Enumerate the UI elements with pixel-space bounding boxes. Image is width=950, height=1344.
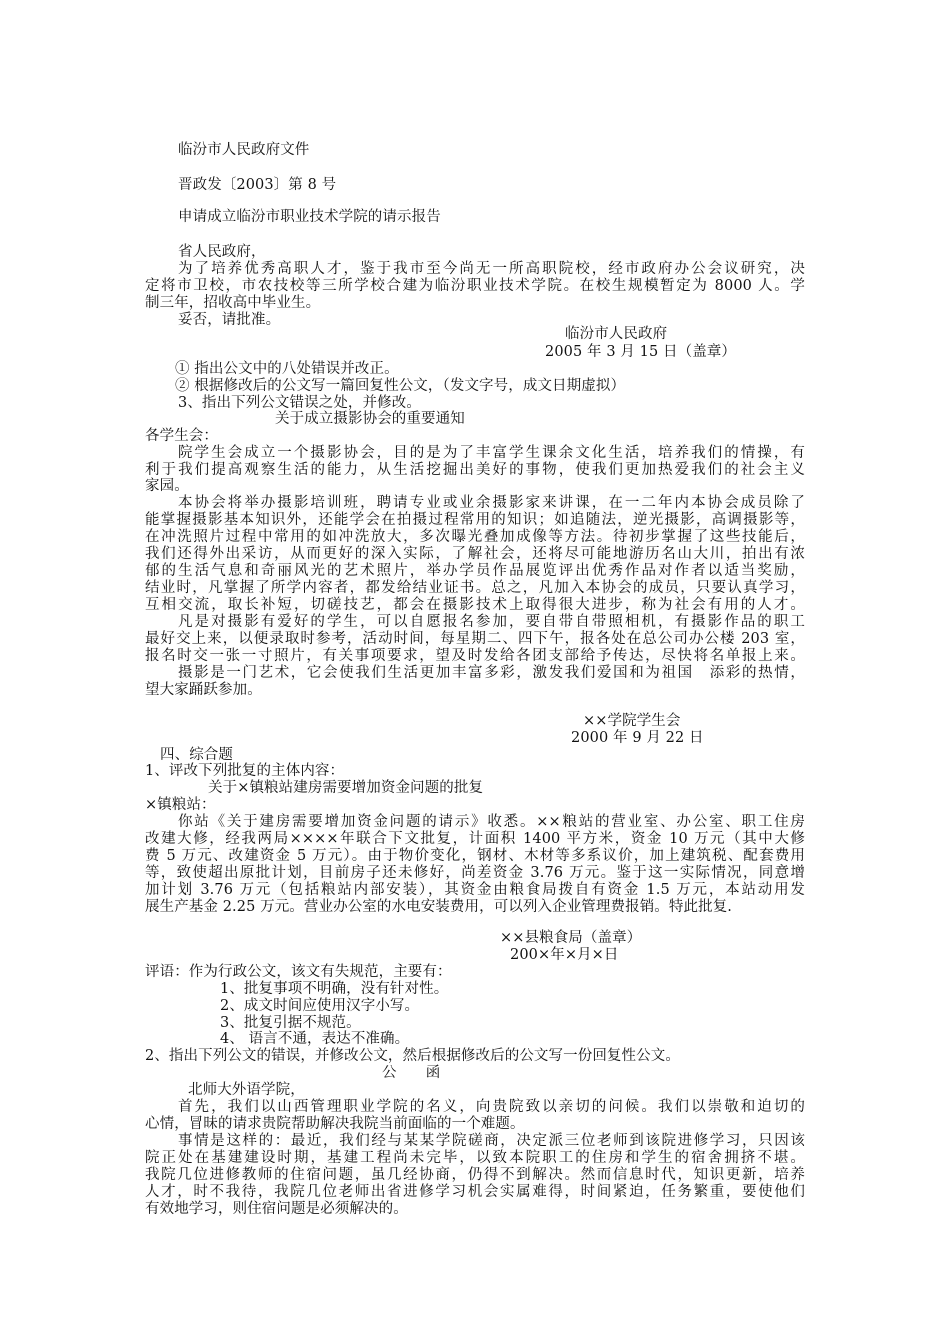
text-line: 各学生会： bbox=[145, 428, 218, 444]
text-line: 2000 年 9 月 22 日 bbox=[571, 730, 704, 746]
text-line: 结业时，凡掌握了所学内容者，都发给结业证书。总之，凡加入本协会的成员，只要认真学习， bbox=[145, 580, 805, 596]
text-line: 院学生会成立一个摄影协会，目的是为了丰富学生课余文化生活，培养我们的情操，有 bbox=[178, 445, 805, 461]
text-line: 人才，时不我待，我院几位老师出省进修学习机会实属难得，时间紧迫，任务繁重，要使他们 bbox=[145, 1184, 805, 1200]
text-line: 关于×镇粮站建房需要增加资金问题的批复 bbox=[208, 780, 484, 796]
text-line: 本协会将举办摄影培训班，聘请专业或业余摄影家来讲课，在一二年内本协会成员除了 bbox=[178, 495, 805, 511]
text-line: 3、批复引据不规范。 bbox=[220, 1015, 361, 1031]
text-line: 利于我们提高观察生活的能力，从生活挖掘出美好的事物，使我们更加热爱我们的社会主义 bbox=[145, 462, 805, 478]
text-line: 2005 年 3 月 15 日（盖章） bbox=[545, 344, 737, 360]
text-line: 凡是对摄影有爱好的学生，可以自愿报名参加，要自带自带照相机，有摄影作品的职工 bbox=[178, 614, 805, 630]
text-line: 报名时交一张一寸照片，有关事项要求，望及时发给各团支部给予传达，尽快将名单报上来。 bbox=[145, 648, 805, 664]
text-line: 我们还得外出采访，从而更好的深入实际，了解社会，还将尽可能地游历名山大川，拍出有浓 bbox=[145, 546, 805, 562]
text-line: 加计划 3.76 万元（包括粮站内部安装），其资金由粮食局拨自有资金 1.5 万元，本站动用发 bbox=[145, 882, 805, 898]
text-line: 心情，冒昧的请求贵院帮助解决我院当前面临的一个难题。 bbox=[145, 1116, 525, 1132]
text-line: 郁的生活气息和奇丽风光的艺术照片，举办学员作品展览评出优秀作品对作者以适当奖励， bbox=[145, 563, 805, 579]
text-line: 2、指出下列公文的错误，并修改公文，然后根据修改后的公文写一份回复性公文。 bbox=[145, 1048, 680, 1064]
text-line: 有效地学习，则住宿问题是必须解决的。 bbox=[145, 1201, 408, 1217]
text-line: 关于成立摄影协会的重要通知 bbox=[275, 411, 465, 427]
text-line: 望大家踊跃参加。 bbox=[145, 682, 262, 698]
text-line: 能掌握摄影基本知识外，还能学会在拍摄过程常用的知识；如追随法，逆光摄影，高调摄影等， bbox=[145, 512, 805, 528]
text-line: ① 指出公文中的八处错误并改正。 bbox=[175, 361, 399, 377]
text-line: 我院几位进修教师的住宿问题，虽几经协商，仍得不到解决。然而信息时代，知识更新，培养 bbox=[145, 1167, 805, 1183]
text-line: 3、指出下列公文错误之处，并修改。 bbox=[178, 395, 421, 411]
text-line: 200×年×月×日 bbox=[510, 947, 619, 963]
text-line: 费 5 万元、改建资金 5 万元）。由于物价变化，钢材、木材等多系议价，加上建筑税、配套费用 bbox=[145, 848, 805, 864]
text-line: 院正处在基建建设时期，基建工程尚未完毕，以致本院职工的住房和学生的宿舍拥挤不堪。 bbox=[145, 1150, 805, 1166]
text-line: 四、综合题 bbox=[160, 747, 233, 763]
text-line: 等，致使超出原批计划，目前房子还未修好，尚差资金 3.76 万元。鉴于这一实际情况，同意增 bbox=[145, 865, 805, 881]
text-line: 晋政发〔2003〕第 8 号 bbox=[178, 177, 337, 193]
text-line: 临汾市人民政府文件 bbox=[178, 142, 310, 158]
text-line: 家园。 bbox=[145, 478, 189, 494]
text-line: 制三年，招收高中毕业生。 bbox=[145, 295, 321, 311]
text-line: 定将市卫校，市农技校等三所学校合建为临汾职业技术学院。在校生规模暂定为 8000 人。学 bbox=[145, 278, 805, 294]
text-line: 临汾市人民政府 bbox=[565, 326, 668, 342]
text-line: 申请成立临汾市职业技术学院的请示报告 bbox=[178, 209, 441, 225]
text-line: 2、成文时间应使用汉字小写。 bbox=[220, 998, 420, 1014]
text-line: 评语：作为行政公文，该文有失规范，主要有： bbox=[145, 964, 452, 980]
text-line: 妥否，请批准。 bbox=[178, 312, 281, 328]
text-line: 在冲洗照片过程中常用的如冲洗放大，多次曝光叠加成像等方法。待初步掌握了这些技能后， bbox=[145, 529, 805, 545]
text-line: 1、评改下列批复的主体内容： bbox=[145, 763, 345, 779]
text-line: ② 根据修改后的公文写一篇回复性公文，（发文字号，成文日期虚拟） bbox=[175, 378, 626, 394]
text-line: 你站《关于建房需要增加资金问题的请示》收悉。××粮站的营业室、办公室、职工住房 bbox=[178, 814, 805, 830]
text-line: 4、 语言不通，表达不准确。 bbox=[220, 1031, 410, 1047]
text-line: 互相交流，取长补短，切磋技艺，都会在摄影技术上取得很大进步，称为社会有用的人才。 bbox=[145, 597, 805, 613]
text-line: 摄影是一门艺术，它会使我们生活更加丰富多彩，激发我们爱国和为祖国 添彩的热情， bbox=[178, 665, 805, 681]
text-line: 改建大修，经我两局××××年联合下文批复，计面积 1400 平方米，资金 10 万元（其中大修 bbox=[145, 831, 805, 847]
text-line: 1、批复事项不明确，没有针对性。 bbox=[220, 981, 449, 997]
text-line: 公 函 bbox=[382, 1065, 441, 1081]
text-line: ××县粮食局（盖章） bbox=[500, 930, 642, 946]
text-line: ×镇粮站： bbox=[145, 797, 216, 813]
text-line: 北师大外语学院， bbox=[188, 1082, 305, 1098]
text-line: 展生产基金 2.25 万元。营业办公室的水电安装费用，可以列入企业管理费报销。特此批复. bbox=[145, 899, 733, 915]
text-line: 事情是这样的：最近，我们经与某某学院磋商，决定派三位老师到该院进修学习，只因该 bbox=[178, 1133, 805, 1149]
text-line: ××学院学生会 bbox=[583, 713, 681, 729]
text-line: 为了培养优秀高职人才，鉴于我市至今尚无一所高职院校，经市政府办公会议研究，决 bbox=[178, 261, 805, 277]
text-line: 省人民政府， bbox=[178, 244, 266, 260]
text-line: 首先，我们以山西管理职业学院的名义，向贵院致以亲切的问候。我们以崇敬和迫切的 bbox=[178, 1099, 805, 1115]
text-line: 最好交上来，以便录取时参考，活动时间，每星期二、四下午，报各处在总公司办公楼 203 室， bbox=[145, 631, 805, 647]
